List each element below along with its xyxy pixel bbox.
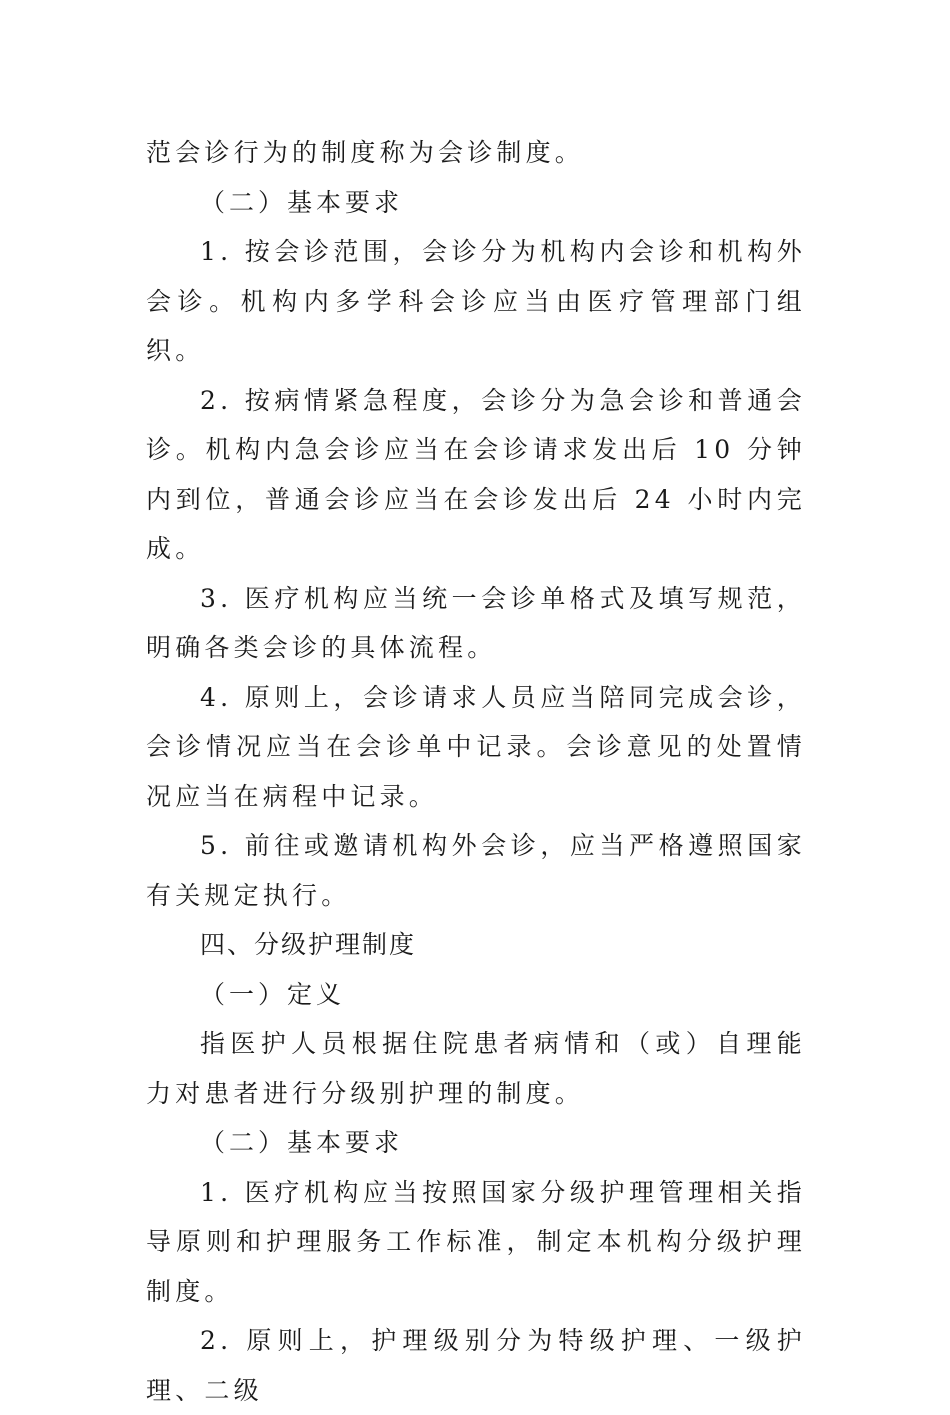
requirement-item-2: 2. 按病情紧急程度，会诊分为急会诊和普通会诊。机构内急会诊应当在会诊请求发出后 10 分钟内到位，普通会诊应当在会诊发出后 24 小时内完成。 bbox=[146, 385, 806, 563]
subheading-definition: （一）定义 bbox=[200, 979, 346, 1009]
subheading-basic-requirements: （二）基本要求 bbox=[200, 187, 404, 217]
section-heading-nursing: 四、分级护理制度 bbox=[200, 930, 417, 959]
document-page bbox=[146, 128, 806, 1415]
subheading-basic-requirements-2: （二）基本要求 bbox=[200, 1128, 404, 1157]
definition-paragraph: 指医护人员根据住院患者病情和（或）自理能力对患者进行分级别护理的制度。 bbox=[146, 1029, 806, 1108]
nursing-requirement-item-2: 2. 原则上，护理级别分为特级护理、一级护理、二级 bbox=[146, 1326, 806, 1405]
requirement-item-3: 3. 医疗机构应当统一会诊单格式及填写规范，明确各类会诊的具体流程。 bbox=[146, 583, 806, 662]
requirement-item-5: 5. 前往或邀请机构外会诊，应当严格遵照国家有关规定执行。 bbox=[146, 831, 806, 910]
requirement-item-1: 1. 按会诊范围，会诊分为机构内会诊和机构外会诊。机构内多学科会诊应当由医疗管理部门组织。 bbox=[146, 237, 806, 365]
paragraph-continuation: 范会诊行为的制度称为会诊制度。 bbox=[146, 138, 585, 167]
nursing-requirement-item-1: 1. 医疗机构应当按照国家分级护理管理相关指导原则和护理服务工作标准，制定本机构分级护理制度。 bbox=[146, 1177, 806, 1306]
requirement-item-4: 4. 原则上，会诊请求人员应当陪同完成会诊，会诊情况应当在会诊单中记录。会诊意见的处置情况应当在病程中记录。 bbox=[146, 682, 806, 811]
